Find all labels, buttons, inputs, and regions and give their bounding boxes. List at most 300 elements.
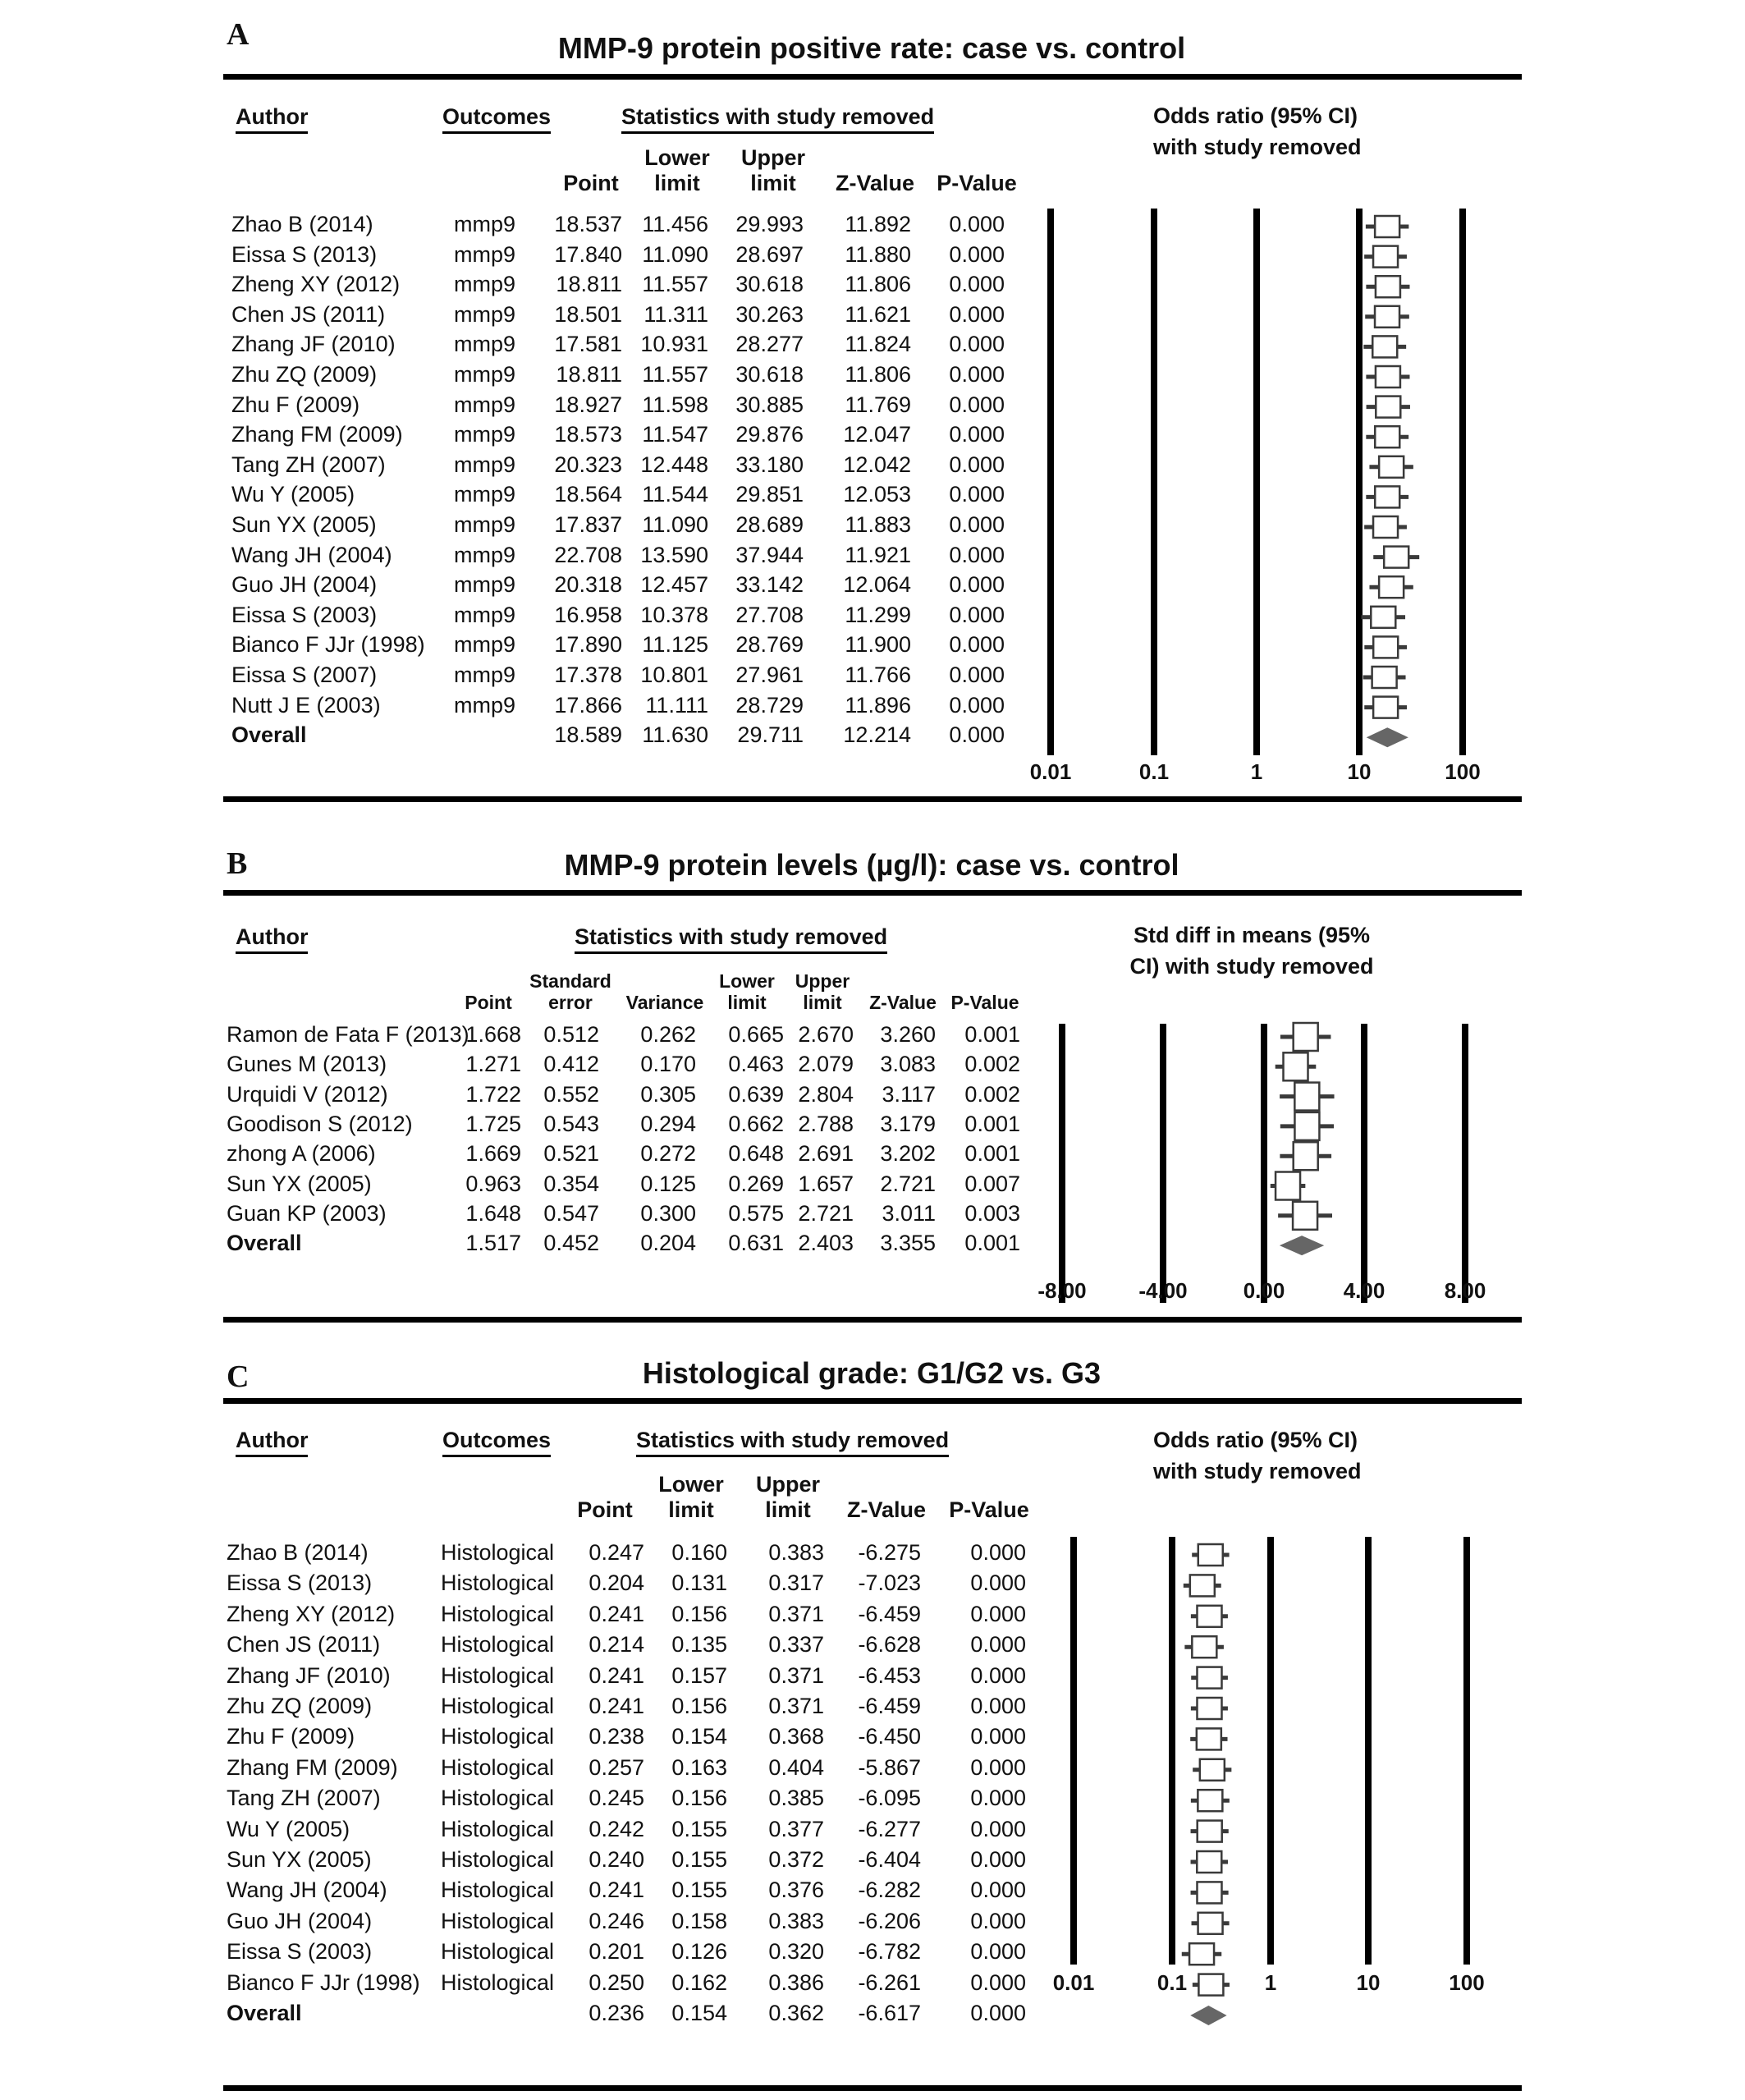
cell-outcome: Histological: [441, 1969, 555, 1995]
cell-lower: 0.463: [728, 1052, 784, 1077]
cell-point: 17.890: [554, 632, 622, 658]
x-axis-tick-label: -4.00: [1138, 1278, 1188, 1303]
cell-lower: 12.457: [640, 572, 708, 598]
point-estimate-box: [1200, 1759, 1225, 1781]
cell-upper: 33.142: [735, 572, 804, 598]
cell-z: 12.214: [843, 722, 911, 748]
cell-p: 0.000: [970, 1847, 1026, 1872]
cell-z: 11.883: [845, 512, 911, 537]
cell-author: Zhu ZQ (2009): [231, 362, 378, 387]
cell-author: Eissa S (2003): [227, 1939, 373, 1965]
cell-outcome: Histological: [441, 1847, 555, 1872]
point-estimate-box: [1198, 1544, 1223, 1566]
cell-z: 3.117: [882, 1081, 936, 1107]
cell-p: 0.000: [970, 1816, 1026, 1841]
cell-author: Eissa S (2013): [231, 241, 378, 267]
cell-lower: 11.557: [642, 272, 708, 297]
cell-outcome: mmp9: [454, 663, 516, 687]
cell-z: -6.275: [858, 1540, 921, 1565]
author-header: Author: [236, 104, 308, 134]
cell-outcome: mmp9: [454, 512, 516, 537]
cell-lower: 0.665: [728, 1022, 784, 1047]
cell-upper: 2.079: [798, 1052, 854, 1077]
cell-author: Zhang FM (2009): [227, 1754, 398, 1780]
col-point: Point: [577, 1497, 633, 1522]
cell-z: -5.867: [858, 1754, 921, 1780]
cell-p: 0.000: [970, 1754, 1026, 1780]
cell-point: 1.669: [465, 1141, 521, 1167]
cell-p: 0.000: [949, 482, 1005, 507]
cell-point: 18.589: [554, 722, 622, 748]
cell-lower: 0.135: [671, 1632, 727, 1658]
cell-point: 17.378: [554, 663, 622, 687]
cell-p: 0.001: [964, 1111, 1020, 1136]
cell-outcome: Histological: [441, 1694, 555, 1718]
axis-gridline: [1169, 1537, 1175, 1965]
cell-variance: 0.294: [640, 1111, 696, 1136]
col-point: Point: [563, 171, 619, 195]
axis-gridline: [1267, 1537, 1274, 1965]
x-axis-tick-label: -8.00: [1037, 1278, 1087, 1303]
stats-group-header: Statistics with study removed: [621, 104, 934, 134]
cell-point: 16.958: [554, 602, 622, 627]
cell-se: 0.543: [543, 1111, 599, 1136]
cell-upper: 28.689: [735, 512, 804, 537]
col-p: P-Value: [949, 1497, 1029, 1522]
cell-z: 11.299: [845, 602, 911, 627]
col-variance: Variance: [625, 992, 704, 1013]
cell-point: 20.323: [554, 452, 622, 477]
cell-p: 0.002: [964, 1081, 1020, 1107]
cell-variance: 0.125: [640, 1171, 696, 1196]
cell-point: 18.573: [554, 422, 622, 447]
x-axis-tick-label: 0.00: [1243, 1278, 1285, 1303]
cell-p: 0.000: [970, 1540, 1026, 1565]
cell-se: 0.354: [543, 1171, 599, 1196]
plot-header-line1: Std diff in means (95%: [1133, 923, 1371, 947]
cell-p: 0.003: [964, 1200, 1020, 1226]
cell-p: 0.000: [949, 301, 1005, 327]
cell-outcome: mmp9: [454, 542, 516, 567]
cell-se: 0.412: [543, 1052, 599, 1077]
cell-p: 0.000: [949, 692, 1005, 718]
point-estimate-box: [1197, 1728, 1221, 1749]
cell-p: 0.000: [970, 1786, 1026, 1811]
cell-outcome: Histological: [441, 1570, 555, 1596]
cell-lower: 11.456: [642, 212, 708, 236]
cell-lower: 11.311: [643, 301, 708, 327]
cell-upper: 28.729: [735, 692, 804, 718]
cell-z: 11.892: [845, 212, 911, 236]
cell-author: Zheng XY (2012): [227, 1601, 396, 1626]
cell-lower: 11.547: [642, 422, 708, 447]
cell-z: -6.617: [858, 2001, 921, 2025]
col-lower: Lower limit: [658, 1472, 724, 1522]
cell-p: 0.000: [970, 1939, 1026, 1965]
cell-author: Sun YX (2005): [231, 512, 377, 537]
cell-z: 3.202: [880, 1141, 936, 1167]
cell-point: 0.250: [589, 1969, 644, 1995]
cell-z: 11.896: [845, 692, 911, 718]
cell-z: 3.260: [880, 1022, 936, 1047]
cell-z: -6.450: [858, 1724, 921, 1749]
cell-upper: 2.691: [798, 1141, 854, 1167]
plot-header-line2: with study removed: [1153, 135, 1362, 159]
stats-group-header: Statistics with study removed: [575, 924, 887, 954]
cell-lower: 10.378: [640, 602, 708, 627]
cell-lower: 11.598: [642, 392, 708, 417]
cell-p: 0.000: [970, 1694, 1026, 1718]
cell-author: Sun YX (2005): [227, 1847, 372, 1872]
cell-outcome: Histological: [441, 1786, 555, 1811]
cell-variance: 0.204: [640, 1231, 696, 1256]
x-axis-tick-label: 100: [1445, 759, 1481, 784]
cell-point: 0.241: [589, 1601, 644, 1626]
cell-z: -6.459: [858, 1694, 921, 1718]
cell-point: 0.247: [589, 1540, 644, 1565]
point-estimate-box: [1198, 1913, 1223, 1934]
cell-z: -6.628: [858, 1632, 921, 1658]
cell-lower: 11.544: [642, 482, 708, 507]
cell-upper: 0.372: [768, 1847, 824, 1872]
cell-point: 0.246: [589, 1908, 644, 1933]
plot-header-line2: CI) with study removed: [1129, 954, 1374, 979]
cell-author: Wu Y (2005): [231, 482, 355, 507]
cell-upper: 0.385: [768, 1786, 824, 1811]
cell-lower: 0.157: [671, 1662, 727, 1688]
cell-point: 1.271: [465, 1052, 521, 1077]
cell-author: Nutt J E (2003): [231, 692, 381, 718]
cell-z: 2.721: [880, 1171, 936, 1196]
cell-author: Gunes M (2013): [227, 1052, 387, 1077]
cell-upper: 29.711: [737, 722, 804, 748]
cell-lower: 11.090: [642, 512, 708, 537]
cell-lower: 10.801: [640, 663, 708, 687]
cell-author: Zhang JF (2010): [227, 1662, 391, 1688]
cell-lower: 0.162: [671, 1969, 727, 1995]
cell-upper: 0.337: [768, 1632, 824, 1658]
cell-lower: 0.155: [671, 1847, 727, 1872]
author-header: Author: [236, 1428, 308, 1457]
cell-upper: 0.371: [768, 1662, 824, 1688]
cell-lower: 11.111: [645, 692, 708, 718]
cell-z: 12.064: [843, 572, 911, 598]
cell-z: 11.824: [845, 332, 911, 357]
cell-p: 0.000: [949, 722, 1005, 748]
cell-se: 0.547: [543, 1200, 599, 1226]
cell-outcome: Histological: [441, 1878, 555, 1903]
point-estimate-box: [1197, 1606, 1221, 1627]
cell-se: 0.552: [543, 1081, 599, 1107]
cell-author: Chen JS (2011): [231, 301, 386, 327]
col-p: P-Value: [937, 171, 1017, 195]
cell-lower: 0.156: [671, 1786, 727, 1811]
cell-lower: 0.156: [671, 1694, 727, 1718]
cell-author: Tang ZH (2007): [227, 1786, 381, 1811]
cell-z: 11.769: [845, 392, 911, 417]
cell-lower: 11.630: [642, 722, 708, 748]
cell-upper: 28.277: [735, 332, 804, 357]
cell-p: 0.000: [970, 1908, 1026, 1933]
cell-p: 0.000: [949, 392, 1005, 417]
cell-p: 0.000: [949, 452, 1005, 477]
col-z: Z-Value: [846, 1497, 927, 1522]
cell-point: 17.837: [554, 512, 622, 537]
cell-upper: 0.320: [768, 1939, 824, 1965]
cell-author: Zhang FM (2009): [231, 422, 403, 447]
cell-point: 18.501: [554, 301, 622, 327]
cell-point: 0.238: [589, 1724, 644, 1749]
cell-outcome: Histological: [441, 1816, 555, 1841]
cell-z: 3.179: [880, 1111, 936, 1136]
cell-point: 17.840: [554, 241, 622, 267]
cell-upper: 0.371: [768, 1601, 824, 1626]
cell-upper: 30.885: [735, 392, 804, 417]
cell-point: 0.214: [589, 1632, 644, 1658]
panel-letter: C: [227, 1359, 250, 1394]
cell-upper: 28.697: [735, 241, 804, 267]
cell-outcome: mmp9: [454, 572, 516, 598]
col-z: Z-Value: [869, 992, 937, 1013]
cell-p: 0.000: [949, 572, 1005, 598]
cell-z: 11.806: [845, 272, 911, 297]
cell-author: Urquidi V (2012): [227, 1081, 388, 1107]
summary-diamond: [1190, 2006, 1226, 2025]
point-estimate-box: [1197, 1882, 1221, 1903]
cell-z: 11.880: [845, 241, 911, 267]
cell-upper: 29.876: [735, 422, 804, 447]
cell-author: Zhao B (2014): [227, 1540, 369, 1565]
cell-upper: 0.404: [768, 1754, 824, 1780]
cell-lower: 0.154: [671, 1724, 727, 1749]
cell-lower: 12.448: [640, 452, 708, 477]
cell-z: 12.047: [843, 422, 911, 447]
x-axis-tick-label: 8.00: [1444, 1278, 1486, 1303]
cell-z: 3.355: [880, 1231, 936, 1256]
cell-lower: 0.163: [671, 1754, 727, 1780]
cell-author: Guo JH (2004): [231, 572, 378, 598]
cell-point: 18.811: [556, 272, 622, 297]
cell-author: Wang JH (2004): [227, 1878, 387, 1903]
cell-p: 0.000: [949, 362, 1005, 387]
cell-outcome: mmp9: [454, 362, 516, 387]
cell-author: Wu Y (2005): [227, 1816, 350, 1841]
point-estimate-box: [1192, 1636, 1216, 1658]
cell-outcome: mmp9: [454, 272, 516, 297]
cell-author: Sun YX (2005): [227, 1171, 372, 1196]
point-estimate-box: [1190, 1575, 1215, 1596]
cell-upper: 0.383: [768, 1908, 824, 1933]
cell-point: 17.581: [554, 332, 622, 357]
cell-point: 22.708: [554, 542, 622, 567]
cell-se: 0.521: [543, 1141, 599, 1167]
col-lower: Lower limit: [719, 970, 775, 1013]
cell-author: Tang ZH (2007): [231, 452, 386, 477]
cell-se: 0.452: [543, 1231, 599, 1256]
cell-lower: 0.155: [671, 1878, 727, 1903]
cell-lower: 11.090: [642, 241, 708, 267]
cell-author: Chen JS (2011): [227, 1632, 381, 1658]
x-axis-tick-label: 0.1: [1138, 759, 1170, 784]
cell-author: Guan KP (2003): [227, 1200, 387, 1226]
cell-upper: 2.721: [798, 1200, 854, 1226]
cell-point: 1.725: [465, 1111, 521, 1136]
cell-point: 1.517: [465, 1231, 521, 1256]
cell-author: Zhu F (2009): [227, 1724, 355, 1749]
cell-upper: 0.386: [768, 1969, 824, 1995]
cell-z: -6.277: [858, 1816, 921, 1841]
cell-author: Bianco F JJr (1998): [231, 632, 425, 658]
x-axis-tick-label: 10: [1356, 1970, 1381, 1995]
cell-se: 0.512: [543, 1022, 599, 1047]
cell-variance: 0.300: [640, 1200, 696, 1226]
cell-outcome: mmp9: [454, 392, 516, 417]
stats-group-header: Statistics with study removed: [636, 1428, 949, 1457]
x-axis-tick-label: 0.01: [1029, 759, 1072, 784]
point-estimate-box: [1197, 1698, 1221, 1719]
cell-lower: 0.631: [728, 1231, 784, 1256]
cell-author: Guo JH (2004): [227, 1908, 373, 1933]
cell-point: 0.201: [589, 1939, 644, 1965]
cell-lower: 0.154: [671, 2001, 727, 2025]
cell-outcome: Histological: [441, 1939, 555, 1965]
cell-lower: 13.590: [640, 542, 708, 567]
cell-upper: 29.851: [735, 482, 804, 507]
cell-upper: 0.383: [768, 1540, 824, 1565]
cell-outcome: mmp9: [454, 632, 516, 658]
cell-upper: 2.804: [798, 1081, 854, 1107]
cell-outcome: mmp9: [454, 422, 516, 447]
cell-upper: 29.993: [735, 212, 804, 236]
cell-lower: 11.125: [642, 632, 708, 658]
x-axis-tick-label: 10: [1347, 759, 1372, 784]
x-axis-tick-label: 0.1: [1156, 1970, 1188, 1995]
cell-p: 0.001: [964, 1231, 1020, 1256]
cell-p: 0.000: [970, 1632, 1026, 1658]
cell-outcome: mmp9: [454, 482, 516, 507]
cell-point: 18.537: [554, 212, 622, 236]
cell-point: 0.241: [589, 1878, 644, 1903]
cell-point: 18.811: [556, 362, 622, 387]
cell-point: 18.927: [554, 392, 622, 417]
cell-upper: 0.368: [768, 1724, 824, 1749]
cell-outcome: mmp9: [454, 241, 516, 267]
cell-lower: 11.557: [642, 362, 708, 387]
cell-outcome: mmp9: [454, 692, 516, 718]
cell-outcome: mmp9: [454, 332, 516, 357]
col-upper: Upper limit: [795, 970, 850, 1013]
cell-point: 0.963: [465, 1171, 521, 1196]
cell-point: 0.242: [589, 1816, 644, 1841]
x-axis-tick-label: 1: [1250, 759, 1263, 784]
cell-variance: 0.305: [640, 1081, 696, 1107]
cell-upper: 37.944: [735, 542, 804, 567]
col-upper: Upper limit: [740, 145, 805, 195]
cell-z: 3.011: [882, 1200, 936, 1226]
point-estimate-box: [1189, 1943, 1214, 1965]
cell-author: Goodison S (2012): [227, 1111, 413, 1136]
cell-author: zhong A (2006): [227, 1141, 376, 1167]
cell-p: 0.000: [949, 602, 1005, 627]
cell-upper: 2.788: [798, 1111, 854, 1136]
cell-upper: 30.618: [735, 272, 804, 297]
cell-author: Zhao B (2014): [231, 212, 373, 236]
panel-title: MMP-9 protein levels (µg/l): case vs. control: [564, 848, 1179, 882]
cell-z: -6.282: [858, 1878, 921, 1903]
cell-outcome: Histological: [441, 1632, 555, 1658]
cell-point: 0.245: [589, 1786, 644, 1811]
cell-point: 0.236: [589, 2001, 644, 2025]
cell-author: Wang JH (2004): [231, 542, 392, 567]
cell-point: 18.564: [554, 482, 622, 507]
cell-upper: 27.961: [735, 663, 804, 687]
plot-header-line1: Odds ratio (95% CI): [1153, 1428, 1358, 1452]
cell-lower: 0.156: [671, 1601, 727, 1626]
cell-p: 0.000: [970, 1969, 1026, 1995]
x-axis-tick-label: 100: [1449, 1970, 1485, 1995]
cell-p: 0.000: [949, 332, 1005, 357]
axis-gridline: [1070, 1537, 1077, 1965]
bottom-rule: [223, 2085, 1522, 2091]
cell-lower: 0.158: [671, 1908, 727, 1933]
plot-header-line1: Odds ratio (95% CI): [1153, 103, 1358, 128]
cell-outcome: mmp9: [454, 452, 516, 477]
cell-lower: 10.931: [640, 332, 708, 357]
cell-upper: 0.362: [768, 2001, 824, 2025]
point-estimate-box: [1197, 1667, 1221, 1689]
cell-point: 0.240: [589, 1847, 644, 1872]
cell-point: 17.866: [554, 692, 622, 718]
cell-p: 0.000: [970, 2001, 1026, 2025]
panel-title: Histological grade: G1/G2 vs. G3: [642, 1356, 1102, 1390]
axis-gridline: [1463, 1537, 1470, 1965]
cell-z: 11.766: [845, 663, 911, 687]
col-se: Standard error: [529, 970, 611, 1013]
cell-p: 0.001: [964, 1022, 1020, 1047]
cell-p: 0.000: [949, 512, 1005, 537]
cell-point: 1.648: [465, 1200, 521, 1226]
cell-p: 0.000: [949, 542, 1005, 567]
cell-author: Zhu F (2009): [231, 392, 360, 417]
cell-outcome: Histological: [441, 1724, 555, 1749]
cell-p: 0.000: [949, 422, 1005, 447]
point-estimate-box: [1198, 1821, 1222, 1842]
cell-point: 20.318: [554, 572, 622, 598]
cell-lower: 0.160: [671, 1540, 727, 1565]
cell-z: -6.459: [858, 1601, 921, 1626]
cell-author: Ramon de Fata F (2013): [227, 1022, 469, 1047]
col-lower: Lower limit: [644, 145, 710, 195]
cell-z: 11.621: [845, 301, 911, 327]
axis-gridline: [1365, 1537, 1372, 1965]
cell-p: 0.007: [964, 1171, 1020, 1196]
cell-p: 0.000: [970, 1878, 1026, 1903]
cell-lower: 0.131: [671, 1570, 727, 1596]
cell-lower: 0.269: [728, 1171, 784, 1196]
author-header: Author: [236, 924, 308, 954]
point-estimate-box: [1198, 1790, 1222, 1811]
cell-p: 0.002: [964, 1052, 1020, 1077]
cell-author: Overall: [227, 2001, 302, 2025]
cell-z: 11.900: [845, 632, 911, 658]
cell-upper: 33.180: [735, 452, 804, 477]
cell-upper: 1.657: [798, 1171, 854, 1196]
cell-z: -6.404: [858, 1847, 921, 1872]
col-p: P-Value: [950, 992, 1019, 1013]
cell-p: 0.000: [970, 1601, 1026, 1626]
cell-point: 0.204: [589, 1570, 644, 1596]
cell-p: 0.000: [949, 212, 1005, 236]
